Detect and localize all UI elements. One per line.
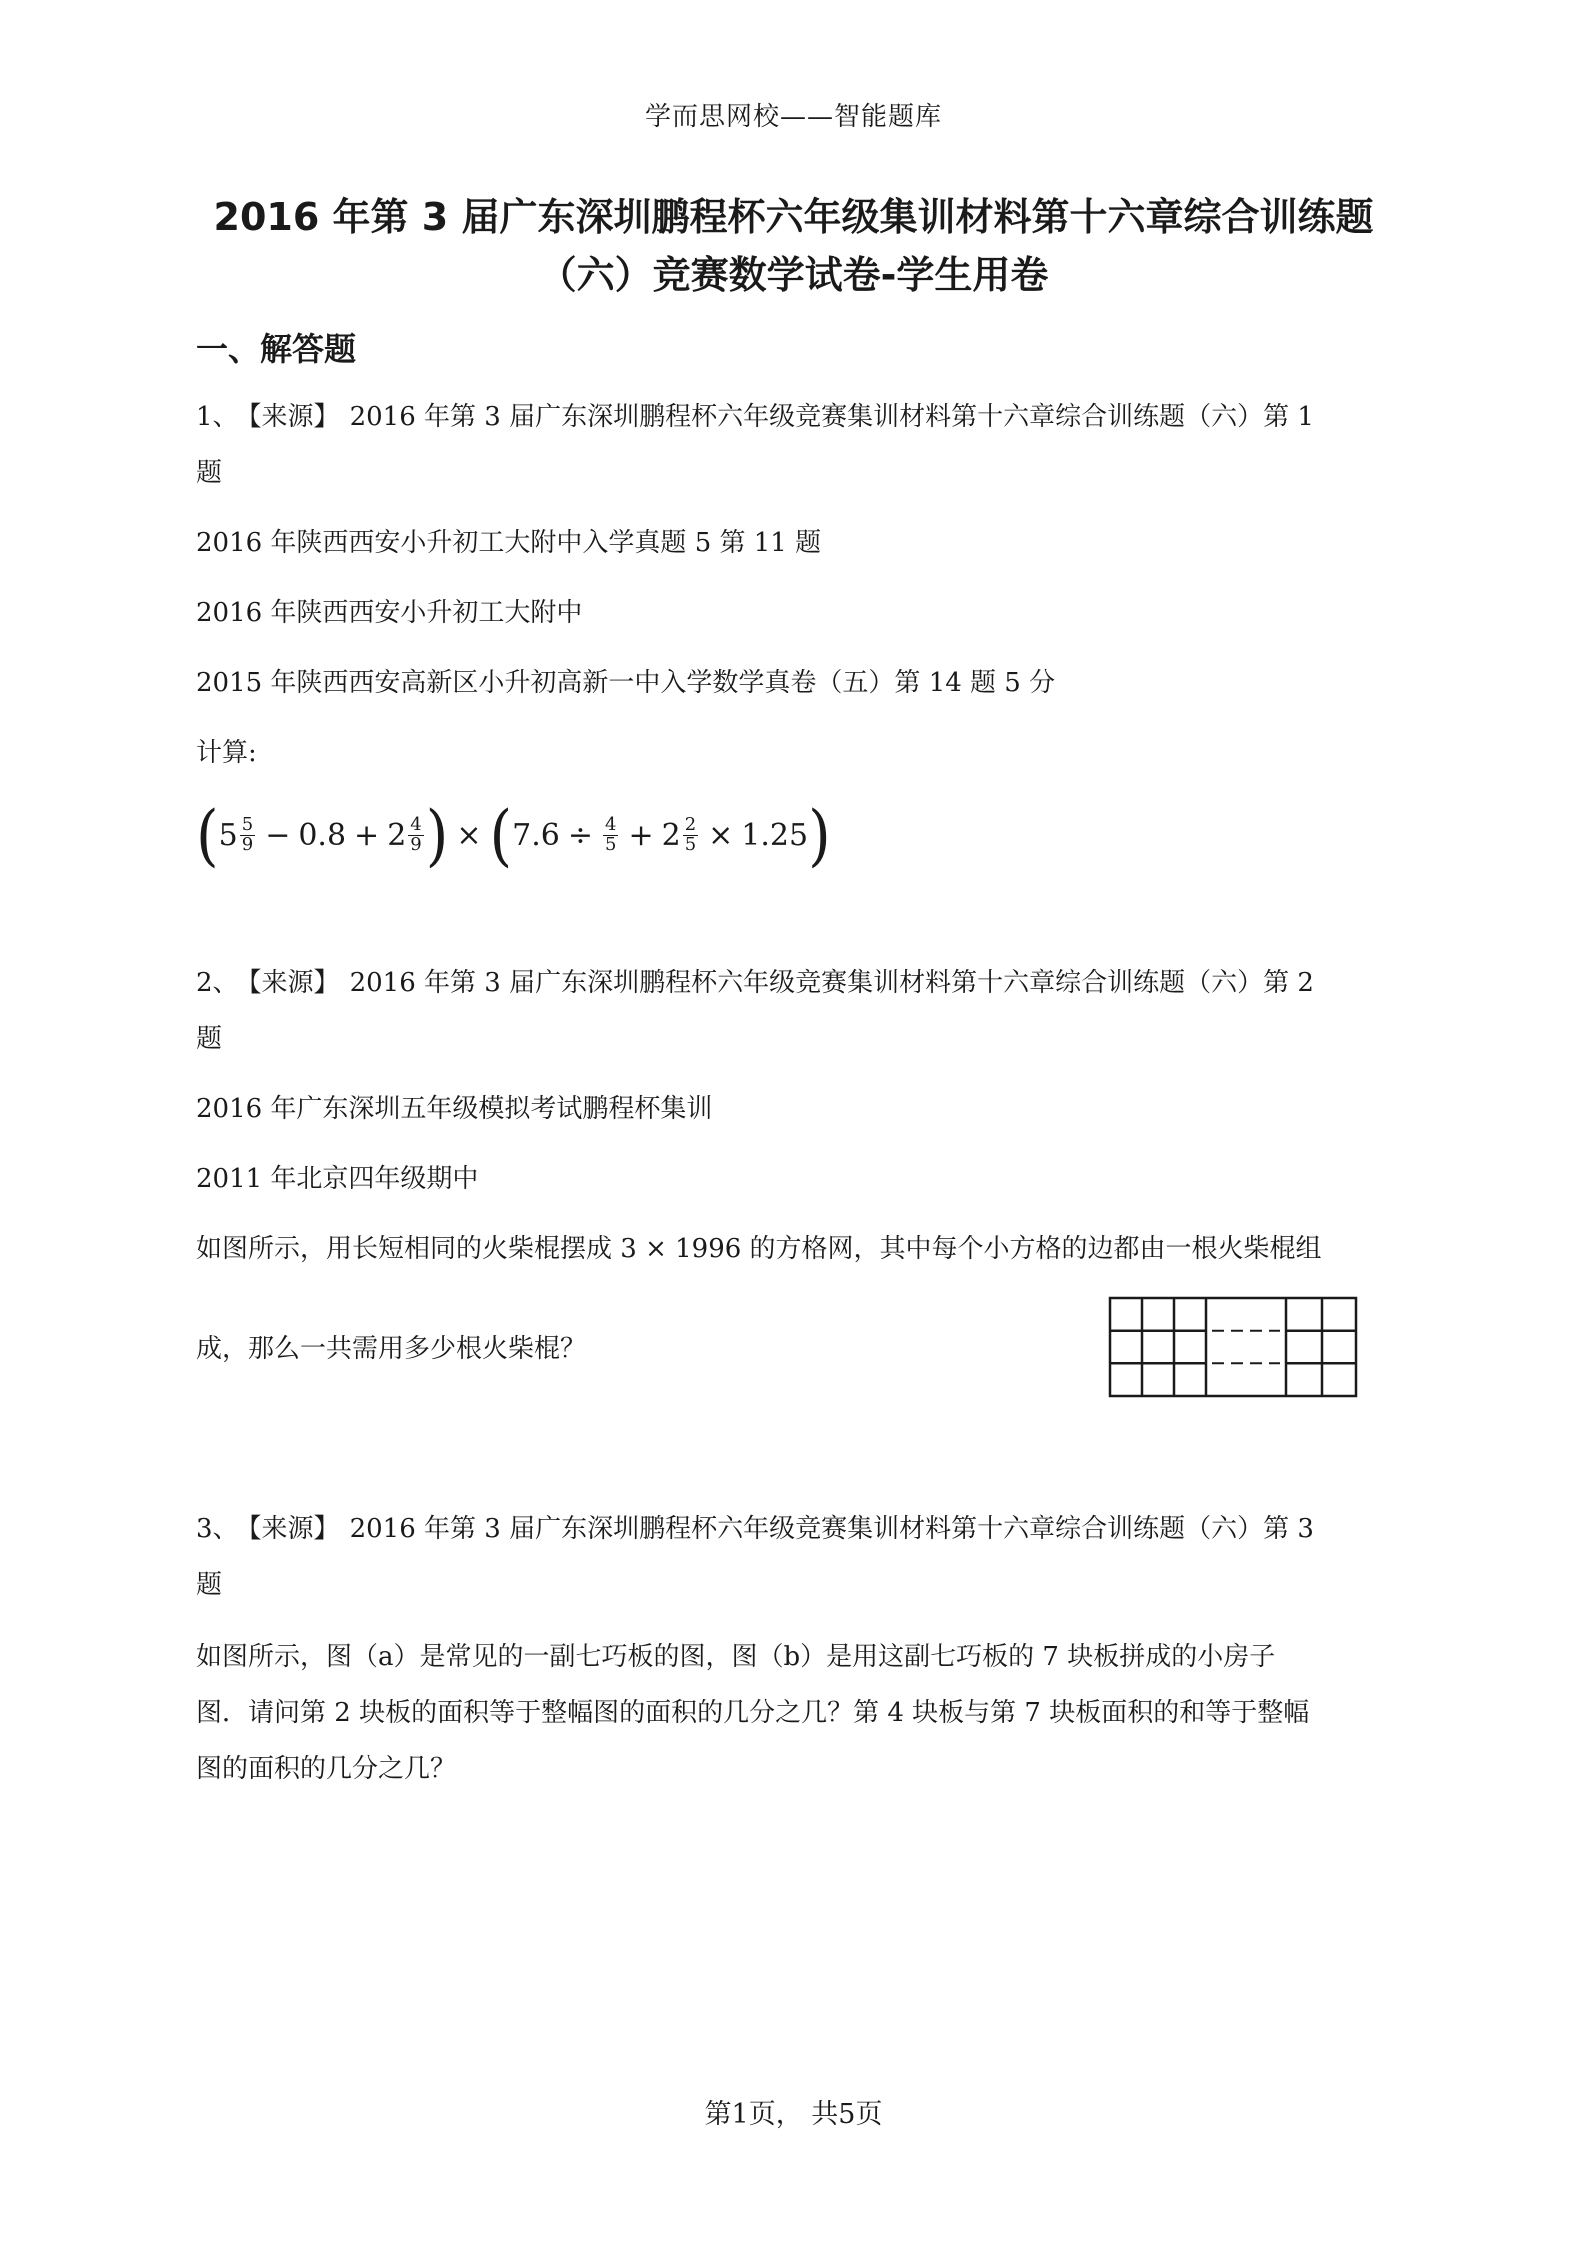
q3-text-line-1: 如图所示，图（a）是常见的一副七巧板的图，图（b）是用这副七巧板的 7 块板拼成的小房子 (196, 1642, 1276, 1672)
q3-text-line-2: 图．请问第 2 块板的面积等于整幅图的面积的几分之几？第 4 块板与第 7 块板面积的和等于整幅 (196, 1698, 1310, 1728)
expr-operator: ÷ (567, 817, 594, 853)
fraction: $\frac{5}{9}$ (241, 813, 254, 855)
q1-source-line (196, 396, 1314, 433)
title-line-1: 2016 年第 3 届广东深圳鹏程杯六年级集训材料第十六章综合训练题 (213, 195, 1374, 239)
q1-source-tag: 【来源】 (248, 402, 340, 432)
page-title (120, 188, 1467, 304)
q1-source-text: 2016 年第 3 届广东深圳鹏程杯六年级竞赛集训材料第十六章综合训练题（六）第 1 (349, 402, 1314, 432)
q1-number: 1、 (196, 402, 239, 432)
expr-term: 2 (387, 817, 407, 853)
q2-other-source-2: 2011 年北京四年级期中 (196, 1164, 479, 1194)
expr-operator: × (708, 817, 734, 853)
q3-source-line (196, 1508, 1314, 1545)
q3-text-line-3: 图的面积的几分之几？ (196, 1754, 457, 1784)
q1-expression (196, 795, 831, 875)
expr-term: 7.6 (512, 817, 560, 853)
expr-operator: + (628, 817, 654, 853)
page-footer: 第1页， 共5页 (704, 2099, 883, 2130)
expr-term: 1.25 (741, 817, 809, 853)
section-heading: 一、解答题 (196, 330, 357, 368)
left-paren: ( (196, 795, 219, 875)
right-paren: ) (425, 795, 449, 875)
q2-text-line-2: 成，那么一共需用多少根火柴棍？ (196, 1334, 587, 1364)
fraction: $\frac{2}{5}$ (684, 813, 697, 855)
q1-other-source-1: 2016 年陕西西安小升初工大附中入学真题 5 第 11 题 (196, 528, 822, 558)
right-paren: ) (808, 795, 831, 875)
q1-other-source-3: 2015 年陕西西安高新区小升初高新一中入学数学真卷（五）第 14 题 5 分 (196, 668, 1056, 698)
q3-source-line-2: 题 (196, 1570, 223, 1600)
q2-source-text: 2016 年第 3 届广东深圳鹏程杯六年级竞赛集训材料第十六章综合训练题（六）第 2 (349, 968, 1314, 998)
q2-text-line-1: 如图所示，用长短相同的火柴棍摆成 3 × 1996 的方格网，其中每个小方格的边都由一根火柴棍组 (196, 1234, 1322, 1264)
expr-operator: + (354, 817, 380, 853)
q2-other-source-1: 2016 年广东深圳五年级模拟考试鹏程杯集训 (196, 1094, 713, 1124)
site-header: 学而思网校——智能题库 (644, 102, 942, 132)
expr-operator: × (456, 817, 482, 853)
expr-term: 5 (218, 817, 238, 853)
fraction: $\frac{4}{5}$ (605, 813, 617, 855)
q2-source-line-2: 题 (196, 1024, 223, 1054)
fraction: $\frac{4}{9}$ (410, 813, 422, 855)
expr-term: 0.8 (298, 817, 347, 853)
left-paren: ( (489, 795, 513, 875)
q3-source-tag: 【来源】 (248, 1514, 340, 1544)
q2-source-line (196, 962, 1314, 999)
q2-number: 2、 (196, 968, 239, 998)
q2-source-tag: 【来源】 (248, 968, 340, 998)
expr-term: 2 (661, 817, 681, 853)
q3-number: 3、 (196, 1514, 239, 1544)
q1-prompt: 计算: (196, 738, 257, 768)
expr-operator: − (265, 817, 291, 853)
q3-source-text: 2016 年第 3 届广东深圳鹏程杯六年级竞赛集训材料第十六章综合训练题（六）第 3 (349, 1514, 1314, 1544)
title-line-2: （六）竞赛数学试卷-学生用卷 (538, 253, 1049, 297)
matchstick-grid-figure (1108, 1296, 1360, 1400)
q1-source-line-2: 题 (196, 458, 223, 488)
q1-other-source-2: 2016 年陕西西安小升初工大附中 (196, 598, 583, 628)
